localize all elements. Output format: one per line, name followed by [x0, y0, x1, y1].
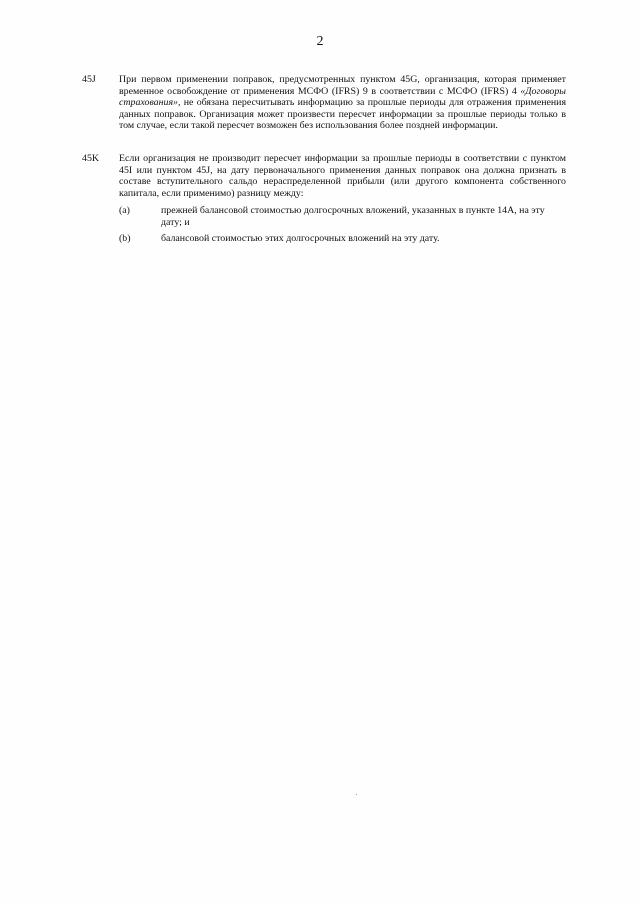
- paragraph-45j: [82, 74, 566, 132]
- list-item-a: [119, 205, 564, 228]
- paragraph-text-part: , не обязана пересчитывать информацию за прошлые периоды для отражения применения данных поправок. Организация может произвести пересчет информации за прошлые периоды только в том случае, если такой пересчет возможен без использования более поздней информации.: [119, 97, 566, 131]
- standard-title-italic: «Договоры страхования»: [119, 85, 566, 108]
- paragraph-text: [119, 74, 566, 132]
- list-item-text: прежней балансовой стоимостью долгосрочных вложений, указанных в пункте 14А, на эту дату; и: [161, 205, 545, 228]
- paragraph-text-part: При первом применении поправок, предусмотренных пунктом 45G, организация, которая применяет временное освобождение от применения МСФО (IFRS) 9 в соответствии с МСФО (IFRS) 4: [119, 74, 566, 97]
- page-number: 2: [316, 34, 324, 49]
- list-item-text: балансовой стоимостью этих долгосрочных вложений на эту дату.: [161, 233, 440, 244]
- list-item-b: [119, 233, 564, 245]
- paragraph-number: 45K: [82, 153, 100, 164]
- paragraph-text: Если организация не производит пересчет информации за прошлые периоды в соответствии с пунктом 45I или пунктом 45J, на дату первоначального применения данных поправок она должна признать в составе вступительного сальдо нераспределенной прибыли (или другого компонента собственного капитала, если применимо) разницу между:: [119, 153, 566, 199]
- list-item-label: (b): [119, 233, 131, 244]
- paragraph-45k: [82, 153, 566, 199]
- scan-speck: [356, 794, 357, 795]
- paragraph-number: 45J: [82, 74, 96, 85]
- list-item-label: (a): [119, 205, 130, 216]
